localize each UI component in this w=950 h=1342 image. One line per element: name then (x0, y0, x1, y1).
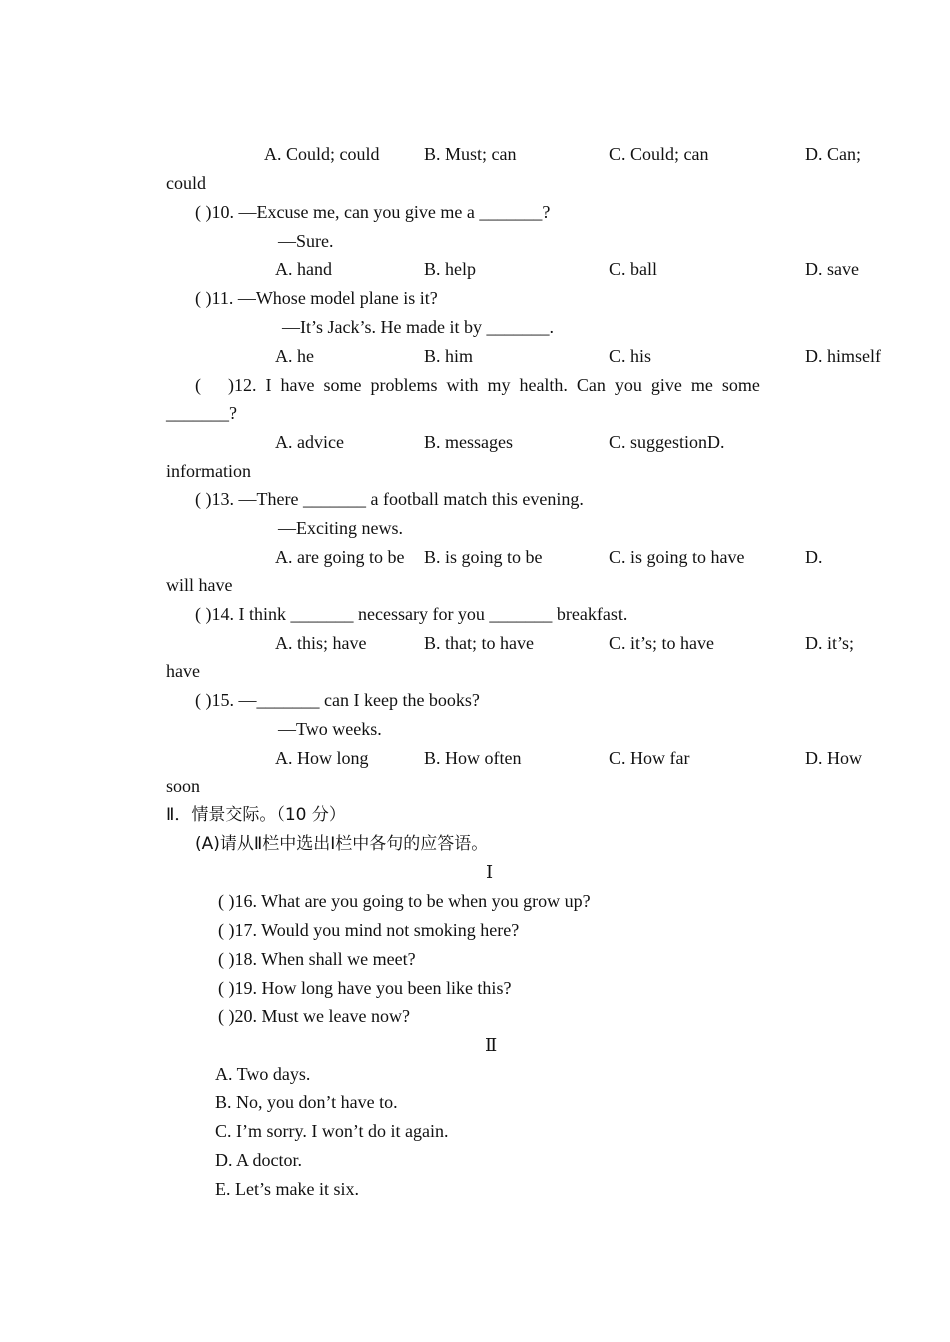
q14-option-d: D. it’s; (805, 633, 855, 653)
q10-stem: ( )10. —Excuse me, can you give me a _______? (195, 202, 551, 222)
q13-reply: —Exciting news. (278, 518, 403, 538)
q14-option-c: C. it’s; to have (609, 633, 714, 653)
q10-option-a: A. hand (275, 259, 332, 279)
q15-option-c: C. How far (609, 748, 690, 768)
q11-option-a: A. he (275, 346, 314, 366)
dialog-item-16: ( )16. What are you going to be when you grow up? (218, 891, 591, 911)
q10-option-d: D. save (805, 259, 859, 279)
q12-option-b: B. messages (424, 432, 513, 452)
answer-option-a: A. Two days. (215, 1064, 311, 1084)
q12-option-a: A. advice (275, 432, 344, 452)
answer-option-e: E. Let’s make it six. (215, 1179, 359, 1199)
q9-option-c: C. Could; can (609, 144, 709, 164)
q12-stem-wrap: _______? (166, 403, 237, 423)
q14-option-d-wrap: have (166, 661, 200, 681)
q13-option-b: B. is going to be (424, 547, 543, 567)
q14-option-a: A. this; have (275, 633, 367, 653)
q13-option-a: A. are going to be (275, 547, 405, 567)
q9-option-b: B. Must; can (424, 144, 517, 164)
column-one-label: Ⅰ (486, 862, 494, 882)
q12-option-d-wrap: information (166, 461, 251, 481)
q11-option-b: B. him (424, 346, 474, 366)
q10-option-b: B. help (424, 259, 476, 279)
column-two-label: Ⅱ (485, 1035, 498, 1055)
answer-option-c: C. I’m sorry. I won’t do it again. (215, 1121, 449, 1141)
q11-option-d: D. himself (805, 346, 881, 366)
q15-option-d-wrap: soon (166, 776, 201, 796)
q15-stem: ( )15. —_______ can I keep the books? (195, 690, 480, 710)
q15-option-a: A. How long (275, 748, 369, 768)
section-instruction: (A)请从Ⅱ栏中选出Ⅰ栏中各句的应答语。 (195, 834, 489, 854)
q13-stem: ( )13. —There _______ a football match this evening. (195, 489, 584, 509)
q10-reply: —Sure. (278, 231, 334, 251)
q11-stem: ( )11. —Whose model plane is it? (195, 288, 438, 308)
q10-option-c: C. ball (609, 259, 657, 279)
section-heading: Ⅱ．情景交际。（10 分） (166, 805, 346, 825)
answer-option-b: B. No, you don’t have to. (215, 1092, 398, 1112)
q13-option-d-wrap: will have (166, 575, 233, 595)
answer-option-d: D. A doctor. (215, 1150, 303, 1170)
dialog-item-18: ( )18. When shall we meet? (218, 949, 416, 969)
dialog-item-20: ( )20. Must we leave now? (218, 1006, 410, 1026)
dialog-item-19: ( )19. How long have you been like this? (218, 978, 512, 998)
q15-reply: —Two weeks. (278, 719, 382, 739)
q14-stem: ( )14. I think _______ necessary for you _______ breakfast. (195, 604, 628, 624)
q13-option-d: D. (805, 547, 823, 567)
q15-option-b: B. How often (424, 748, 522, 768)
q14-option-b: B. that; to have (424, 633, 534, 653)
q13-option-c: C. is going to have (609, 547, 745, 567)
q11-reply: —It’s Jack’s. He made it by _______. (282, 317, 554, 337)
q12-stem: ( )12. I have some problems with my health. Can you give me some (195, 375, 760, 395)
q11-option-c: C. his (609, 346, 652, 366)
q9-option-d: D. Can; (805, 144, 861, 164)
q12-option-c: C. suggestionD. (609, 432, 725, 452)
q9-option-a: A. Could; could (264, 144, 380, 164)
q9-option-d-wrap: could (166, 173, 206, 193)
dialog-item-17: ( )17. Would you mind not smoking here? (218, 920, 520, 940)
q15-option-d: D. How (805, 748, 862, 768)
